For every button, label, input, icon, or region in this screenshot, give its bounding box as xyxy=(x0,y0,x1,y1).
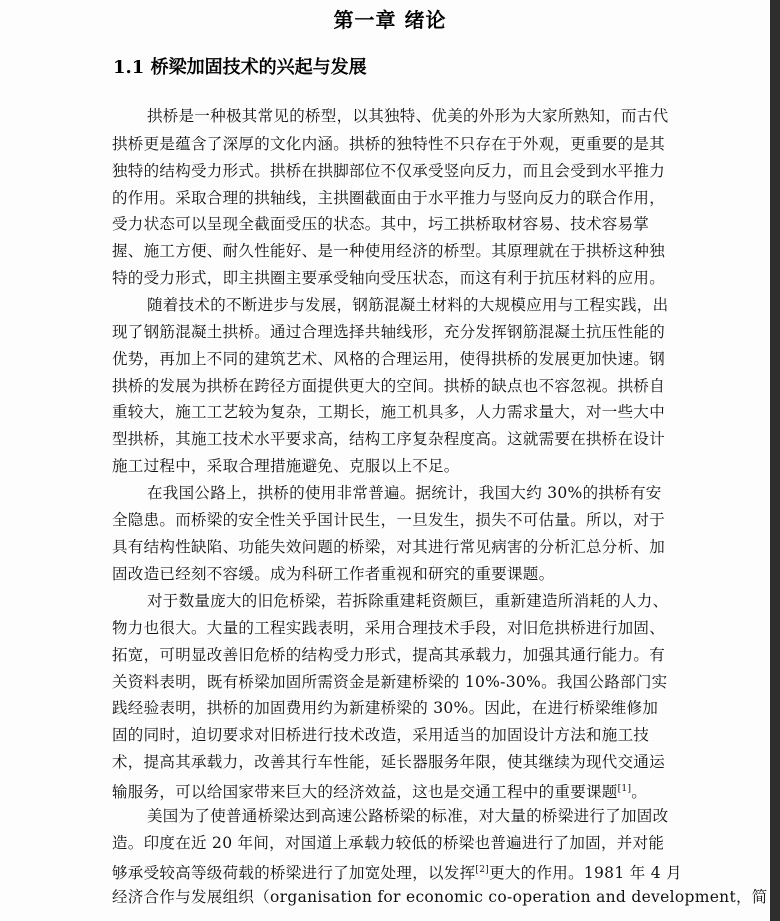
paragraph-5-line: 美国为了使普通桥梁达到高速公路桥梁的标准，对大量的桥梁进行了加固改 xyxy=(147,807,669,825)
paragraph-3-line: 全隐患。而桥梁的安全性关乎国计民生，一旦发生，损失不可估量。所以，对于 xyxy=(112,511,666,529)
paragraph-3-line: 具有结构性缺陷、功能失效问题的桥梁，对其进行常见病害的分析汇总分析、加 xyxy=(112,538,666,556)
paragraph-5-line: 经济合作与发展组织（organisation for economic co-operation and development，简 xyxy=(112,888,768,906)
citation-ref[interactable]: [1] xyxy=(617,784,632,794)
paragraph-1-line: 特的受力形式，即主拱圈主要承受轴向受压状态，而这有利于抗压材料的应用。 xyxy=(112,269,666,287)
paragraph-5-text-cont: 更大的作用。1981 年 4 月 xyxy=(489,864,682,882)
paragraph-4-line: 对于数量庞大的旧危桥梁，若拆除重建耗资颇巨，重新建造所消耗的人力、 xyxy=(147,592,669,610)
paragraph-4-line: 术，提高其承载力，改善其行车性能，延长器服务年限，使其继续为现代交通运 xyxy=(112,753,666,771)
paragraph-4-line: 拓宽，可明显改善旧危桥的结构受力形式，提高其承载力，加强其通行能力。有 xyxy=(112,646,666,664)
paragraph-2-line: 现了钢筋混凝土拱桥。通过合理选择共轴线形，充分发挥钢筋混凝土抗压性能的 xyxy=(112,323,666,341)
paragraph-1-line: 握、施工方便、耐久性能好、是一种使用经济的桥型。其原理就在于拱桥这种独 xyxy=(112,242,666,260)
paragraph-1-line: 受力状态可以呈现全截面受压的状态。其中，圬工拱桥取材容易、技术容易掌 xyxy=(112,215,650,233)
paragraph-2-line: 施工过程中，采取合理措施避免、克服以上不足。 xyxy=(112,457,460,475)
paragraph-1-line: 独特的结构受力形式。拱桥在拱脚部位不仅承受竖向反力，而且会受到水平推力 xyxy=(112,162,666,180)
paragraph-5-line: 造。印度在近 20 年间，对国道上承载力较低的桥梁也普遍进行了加固，并对能 xyxy=(112,834,665,852)
paragraph-2-line: 随着技术的不断进步与发展，钢筋混凝土材料的大规模应用与工程实践，出 xyxy=(147,296,669,314)
paragraph-1-line: 拱桥更是蕴含了深厚的文化内涵。拱桥的独特性不只存在于外观，更重要的是其 xyxy=(112,135,666,153)
paragraph-4-tail: 。 xyxy=(631,783,648,801)
paragraph-2-line: 重较大，施工工艺较为复杂，工期长，施工机具多，人力需求量大，对一些大中 xyxy=(112,403,666,421)
paragraph-1-line: 拱桥是一种极其常见的桥型，以其独特、优美的外形为大家所熟知，而古代 xyxy=(147,107,669,125)
paragraph-1-line: 的作用。采取合理的拱轴线，主拱圈截面由于水平推力与竖向反力的联合作用， xyxy=(112,189,666,207)
paragraph-2-line: 拱桥的发展为拱桥在跨径方面提供更大的空间。拱桥的缺点也不容忽视。拱桥自 xyxy=(112,377,666,395)
paragraph-2-line: 型拱桥，其施工技术水平要求高，结构工序复杂程度高。这就需要在拱桥在设计 xyxy=(112,430,666,448)
paragraph-4-line: 固的同时，迫切要求对旧桥进行技术改造，采用适当的加固设计方法和施工技 xyxy=(112,726,650,744)
paragraph-5-text: 够承受较高等级荷载的桥梁进行了加宽处理，以发挥 xyxy=(112,864,476,882)
paragraph-2-line: 优势，再加上不同的建筑艺术、风格的合理运用，使得拱桥的发展更加快速。钢 xyxy=(112,350,666,368)
paragraph-4-text: 输服务，可以给国家带来巨大的经济效益，这也是交通工程中的重要课题 xyxy=(112,783,618,801)
paragraph-4-line xyxy=(112,779,647,802)
citation-ref[interactable]: [2] xyxy=(475,865,490,875)
paragraph-4-line: 践经验表明，拱桥的加固费用约为新建桥梁的 30%。因此，在进行桥梁维修加 xyxy=(112,699,659,717)
section-title: 1.1 桥梁加固技术的兴起与发展 xyxy=(113,57,367,78)
paragraph-4-line: 关资料表明，既有桥梁加固所需资金是新建桥梁的 10%-30%。我国公路部门实 xyxy=(112,673,668,691)
paragraph-3-line: 固改造已经刻不容缓。成为科研工作者重视和研究的重要课题。 xyxy=(112,565,555,583)
viewer-edge xyxy=(770,0,780,921)
paragraph-3-line: 在我国公路上，拱桥的使用非常普遍。据统计，我国大约 30%的拱桥有安 xyxy=(147,484,662,502)
chapter-title: 第一章 绪论 xyxy=(333,8,447,32)
paragraph-4-line: 物力也很大。大量的工程实践表明，采用合理技术手段，对旧危拱桥进行加固、 xyxy=(112,619,666,637)
paragraph-5-line xyxy=(112,860,682,883)
